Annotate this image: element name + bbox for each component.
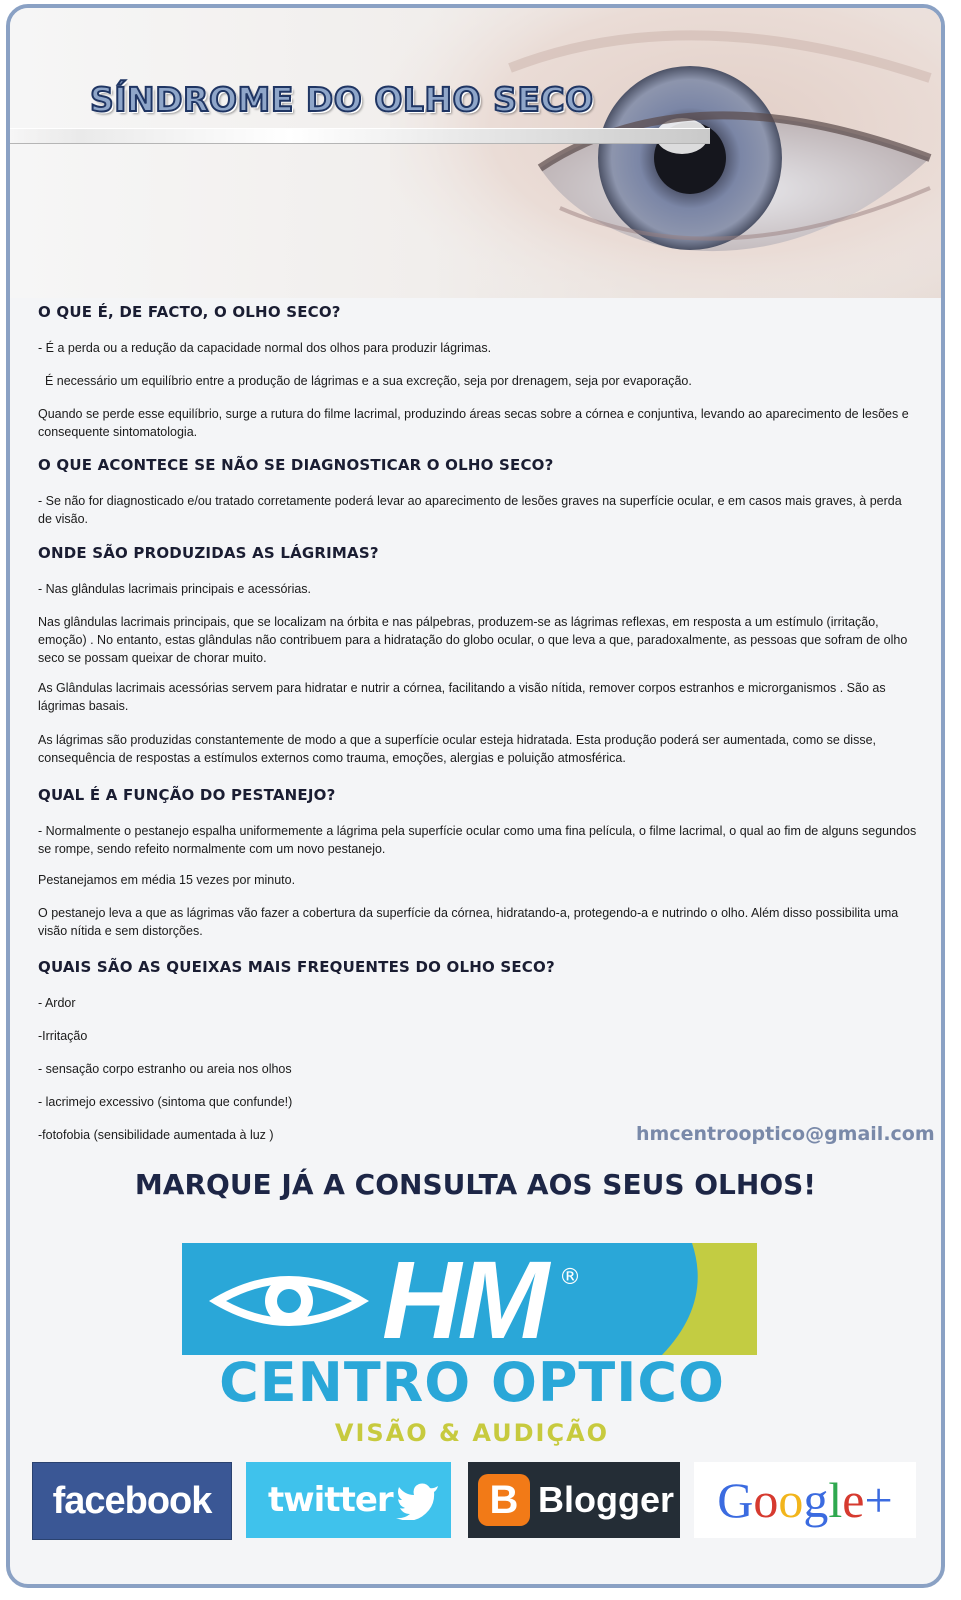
section-heading: O QUE É, DE FACTO, O OLHO SECO?	[38, 303, 341, 321]
google-plus-button[interactable]	[694, 1462, 916, 1538]
section-paragraph: Pestanejamos em média 15 vezes por minuto.	[38, 873, 296, 887]
section-heading: ONDE SÃO PRODUZIDAS AS LÁGRIMAS?	[38, 544, 379, 562]
section-paragraph: - lacrimejo excessivo (sintoma que confunde!)	[38, 1095, 293, 1109]
twitter-label: twitter	[268, 1480, 393, 1520]
hm-centro-optico-logo	[182, 1239, 762, 1458]
logo-mark: HM	[382, 1239, 546, 1362]
section-heading: QUAIS SÃO AS QUEIXAS MAIS FREQUENTES DO OLHO SECO?	[38, 958, 555, 976]
eye-illustration	[390, 8, 941, 298]
section-paragraph: - Ardor	[38, 996, 76, 1010]
blogger-button[interactable]	[468, 1462, 680, 1538]
section-paragraph: - Normalmente o pestanejo espalha uniformemente a lágrima pela superfície ocular como uma fina película, o filme lacrimal, o qual ao fim de alguns segundos se rompe, sendo refeito normalmente com um novo pestanejo.	[38, 824, 920, 856]
twitter-bird-icon	[396, 1480, 440, 1520]
twitter-button[interactable]	[246, 1462, 451, 1538]
section-paragraph: As lágrimas são produzidas constantemente de modo a que a superfície ocular esteja hidratada. Esta produção poderá ser aumentada, como se disse, consequência de respostas a estímulos externos como trauma, emoções, alergias e poluição atmosférica.	[38, 733, 880, 765]
section-paragraph: As Glândulas lacrimais acessórias servem para hidratar e nutrir a córnea, facilitando a visão nítida, remover corpos estranhos e microrganismos . São as lágrimas basais.	[38, 681, 890, 713]
section-heading: QUAL É A FUNÇÃO DO PESTANEJO?	[38, 786, 336, 804]
header-rule	[10, 128, 710, 144]
logo-lime-arrow	[542, 1243, 757, 1355]
section-paragraph: - Nas glândulas lacrimais principais e acessórias.	[38, 582, 312, 596]
section-paragraph: -Irritação	[38, 1029, 88, 1043]
call-to-action: MARQUE JÁ A CONSULTA AOS SEUS OLHOS!	[134, 1168, 817, 1201]
blogger-icon: B	[478, 1474, 530, 1526]
section-paragraph: -fotofobia (sensibilidade aumentada à luz )	[38, 1128, 274, 1142]
page-title: SÍNDROME DO OLHO SECO	[90, 80, 594, 119]
section-paragraph: É necessário um equilíbrio entre a produção de lágrimas e a sua excreção, seja por drenagem, seja por evaporação.	[38, 374, 692, 388]
google-plus-label: Google+	[717, 1472, 893, 1528]
facebook-button[interactable]	[32, 1462, 232, 1540]
section-heading: O QUE ACONTECE SE NÃO SE DIAGNOSTICAR O OLHO SECO?	[38, 456, 554, 474]
section-paragraph: - sensação corpo estranho ou areia nos olhos	[38, 1062, 292, 1076]
email-address[interactable]: hmcentrooptico@gmail.com	[636, 1123, 935, 1145]
blogger-label: Blogger	[538, 1479, 675, 1520]
eye-logo-icon	[204, 1261, 374, 1341]
section-paragraph: - É a perda ou a redução da capacidade normal dos olhos para produzir lágrimas.	[38, 341, 492, 355]
registered-icon: ®	[559, 1265, 581, 1290]
section-paragraph: Quando se perde esse equilíbrio, surge a rutura do filme lacrimal, produzindo áreas secas sobre a córnea e conjuntiva, levando ao aparecimento de lesões e consequente sintomatologia.	[38, 407, 913, 439]
facebook-label: facebook	[52, 1480, 212, 1522]
logo-tagline: VISÃO & AUDIÇÃO	[334, 1419, 610, 1447]
page-frame	[6, 4, 945, 1588]
section-paragraph: O pestanejo leva a que as lágrimas vão fazer a cobertura da superfície da córnea, hidratando-a, protegendo-a e nutrindo o olho. Além disso possibilita uma visão nítida e sem distorções.	[38, 906, 902, 938]
section-paragraph: - Se não for diagnosticado e/ou tratado corretamente poderá levar ao aparecimento de lesões graves na superfície ocular, e em casos mais graves, à perda de visão.	[38, 494, 906, 526]
section-paragraph: Nas glândulas lacrimais principais, que se localizam na órbita e nas pálpebras, produzem-se as lágrimas reflexas, em resposta a um estímulo (irritação, emoção) . No entanto, estas glândulas não contribuem para a hidratação do globo ocular, o que leva a que, paradoxalmente, as pessoas que sofram de olho seco se possam queixar de chorar muito.	[38, 615, 911, 665]
logo-name: CENTRO OPTICO	[219, 1351, 725, 1414]
header-banner	[10, 8, 941, 298]
